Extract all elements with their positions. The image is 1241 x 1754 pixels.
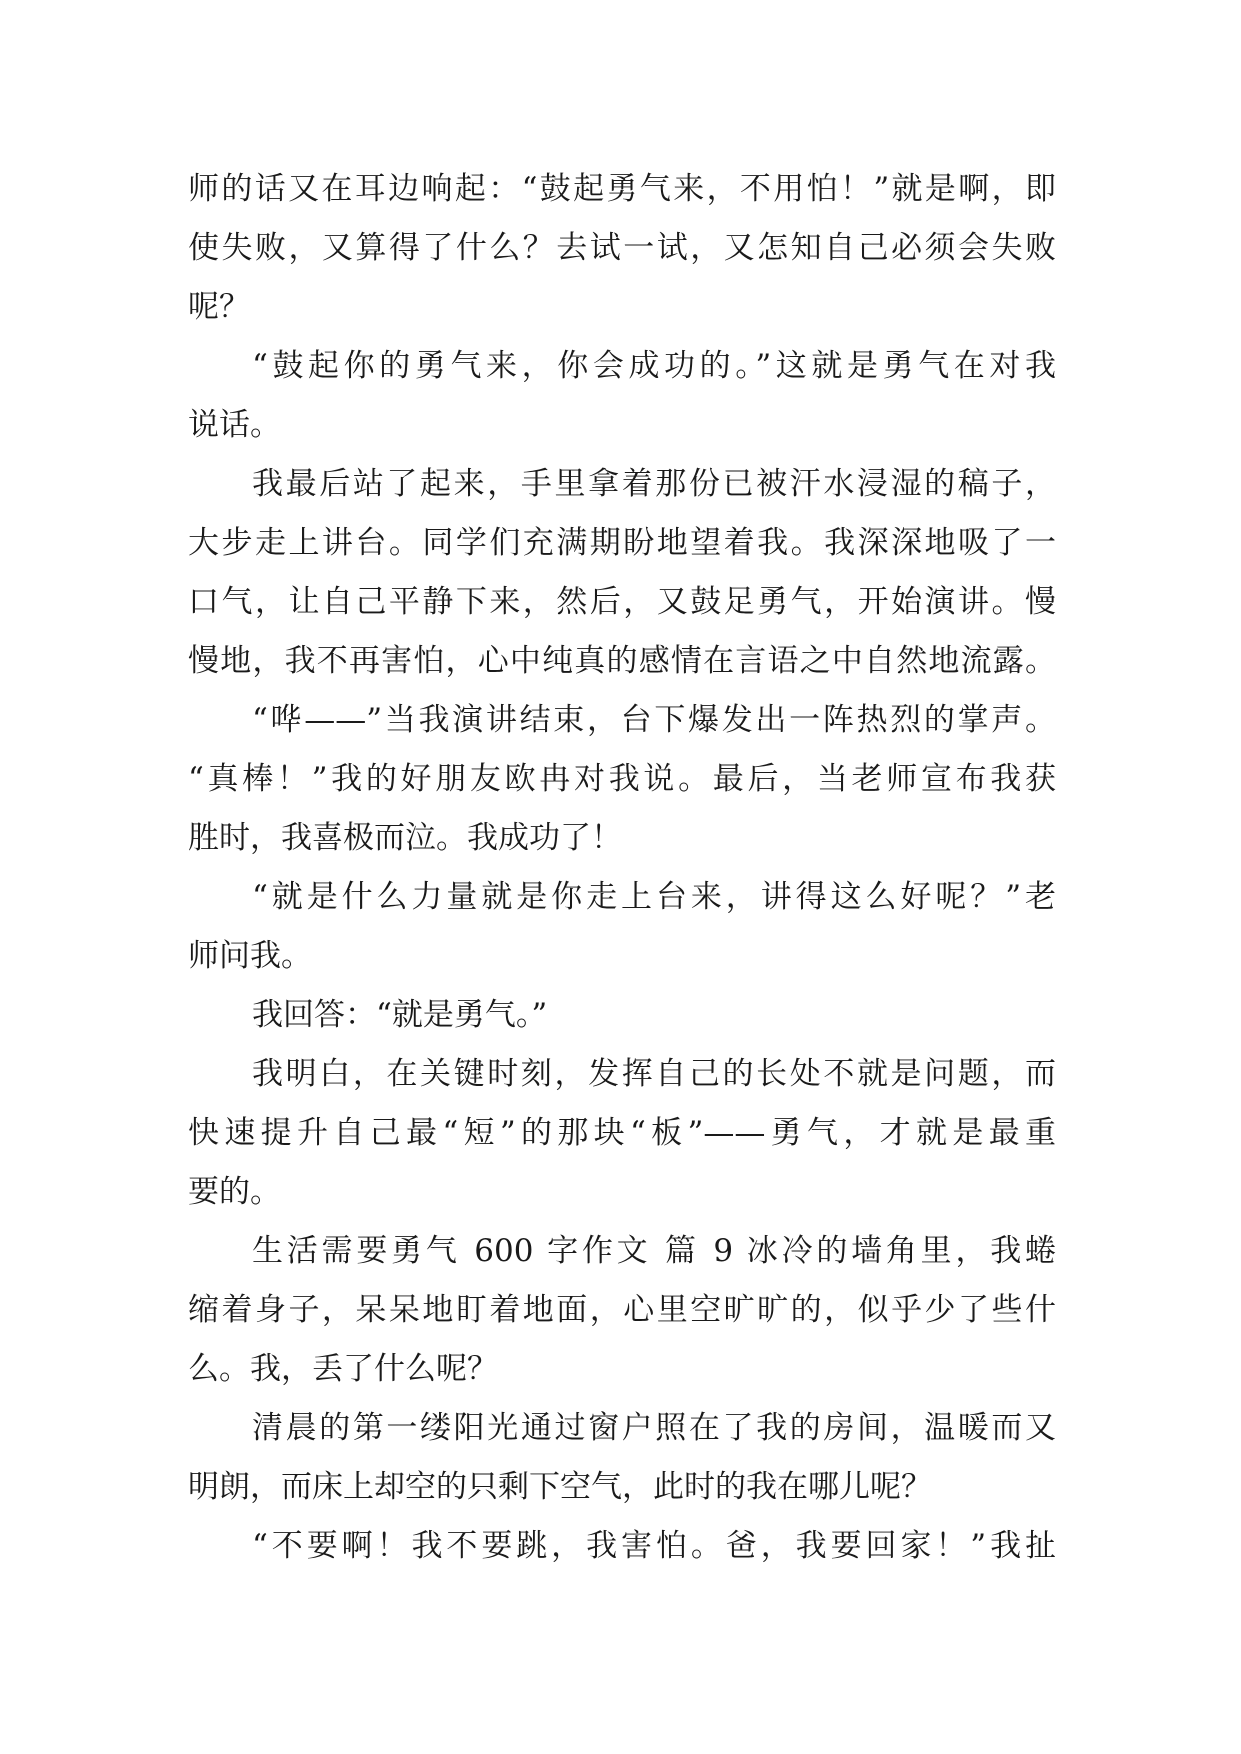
- text-line: “鼓起你的勇气来，你会成功的。”这就是勇气在对我: [252, 348, 1056, 384]
- text-line: 大步走上讲台。同学们充满期盼地望着我。我深深地吸了一: [188, 525, 1056, 561]
- text-line: 呢？: [188, 289, 250, 325]
- text-line: 慢地，我不再害怕，心中纯真的感情在言语之中自然地流露。: [188, 643, 1056, 679]
- essay-body: [188, 160, 1056, 1576]
- text-line: 胜时，我喜极而泣。我成功了！: [188, 820, 622, 856]
- text-line: 生活需要勇气 600 字作文 篇 9 冰冷的墙角里，我蜷: [252, 1233, 1056, 1269]
- text-line: 我回答：“就是勇气。”: [252, 997, 548, 1033]
- text-line: “真棒！”我的好朋友欧冉对我说。最后，当老师宣布我获: [188, 761, 1056, 797]
- text-line: “就是什么力量就是你走上台来，讲得这么好呢？”老: [252, 879, 1056, 915]
- text-line: 快速提升自己最“短”的那块“板”——勇气，才就是最重: [188, 1115, 1056, 1151]
- text-line: 么。我，丢了什么呢？: [188, 1351, 498, 1387]
- text-line: 要的。: [188, 1174, 281, 1210]
- text-line: “不要啊！我不要跳，我害怕。爸，我要回家！”我扯: [252, 1528, 1056, 1564]
- text-line: 师问我。: [188, 938, 312, 974]
- text-line: 说话。: [188, 407, 281, 443]
- text-line: 师的话又在耳边响起：“鼓起勇气来，不用怕！”就是啊，即: [188, 171, 1056, 207]
- text-line: 缩着身子，呆呆地盯着地面，心里空旷旷的，似乎少了些什: [188, 1292, 1056, 1328]
- text-line: 我明白，在关键时刻，发挥自己的长处不就是问题，而: [252, 1056, 1056, 1092]
- text-line: 我最后站了起来，手里拿着那份已被汗水浸湿的稿子，: [252, 466, 1056, 502]
- text-line: 使失败，又算得了什么？去试一试，又怎知自己必须会失败: [188, 230, 1056, 266]
- text-line: 明朗，而床上却空的只剩下空气，此时的我在哪儿呢？: [188, 1469, 932, 1505]
- text-line: 清晨的第一缕阳光通过窗户照在了我的房间，温暖而又: [252, 1410, 1056, 1446]
- text-line: 口气，让自己平静下来，然后，又鼓足勇气，开始演讲。慢: [188, 584, 1056, 620]
- text-line: “哗——”当我演讲结束，台下爆发出一阵热烈的掌声。: [252, 702, 1056, 738]
